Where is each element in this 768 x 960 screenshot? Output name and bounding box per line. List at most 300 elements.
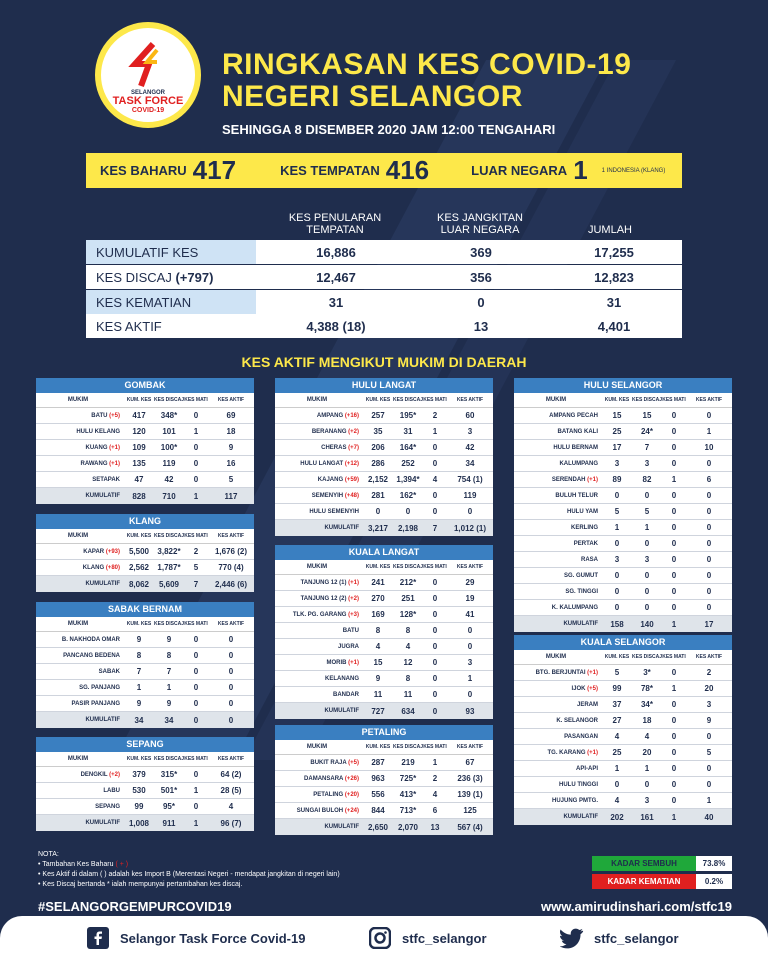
column-header: KUM. KES (365, 744, 391, 750)
aktif-cell: 0 (706, 571, 712, 580)
value-cell: 356 (470, 269, 492, 285)
aktif-cell: 567 (4) (457, 822, 483, 832)
table-header (36, 752, 254, 767)
column-header: KUM. KES (365, 564, 391, 570)
mati-cell: 0 (671, 459, 677, 468)
aktif-cell: 3 (467, 427, 473, 436)
aktif-cell: 1 (706, 427, 712, 436)
table-row (36, 632, 254, 648)
mukim-name: TANJUNG 12 (2) (300, 595, 347, 602)
mukim-cell (514, 798, 602, 804)
discaj-cell: 18 (642, 716, 652, 725)
new-cases: (+5) (587, 685, 598, 692)
discaj-cell: 34* (640, 700, 653, 709)
mati-cell: 0 (671, 523, 677, 532)
kum-cell: 286 (371, 459, 385, 468)
discaj-cell: 9 (166, 699, 172, 708)
mukim-cell (514, 461, 602, 467)
notes (38, 850, 340, 890)
aktif-cell: 5 (228, 475, 234, 484)
mukim-name: API-API (575, 765, 598, 772)
note-text: Kes Discaj bertanda * ialah mempunyai pertambahan kes discaj. (42, 881, 243, 888)
row-label (86, 240, 256, 264)
mukim-name: PERTAK (573, 540, 598, 547)
discaj-cell: 0 (644, 491, 650, 500)
kum-cell: 0 (375, 507, 381, 516)
column-header: MUKIM (306, 744, 328, 750)
mukim-cell (514, 670, 602, 676)
mukim-name: K. KALUMPANG (551, 604, 598, 611)
column-header: KES PENULARAN TEMPATAN (288, 212, 382, 236)
discaj-cell: 713* (399, 806, 417, 815)
mati-cell: 0 (432, 706, 438, 716)
table-row (514, 777, 732, 793)
page-subtitle: SEHINGGA 8 DISEMBER 2020 JAM 12:00 TENGAHARI (222, 122, 556, 137)
aktif-cell: 0 (228, 699, 234, 708)
kum-cell: 120 (132, 427, 146, 436)
table-row (36, 440, 254, 456)
mukim-name: JERAM (576, 701, 598, 708)
mukim-cell (275, 808, 363, 814)
mati-cell: 5 (193, 563, 199, 572)
discaj-cell: 3* (643, 668, 651, 677)
column-header: KUM. KES (126, 533, 152, 539)
discaj-cell: 24* (640, 427, 653, 436)
kum-cell: 556 (371, 790, 385, 799)
column-header: KES DISCAJ (154, 533, 185, 539)
mukim-name: JUGRA (337, 643, 359, 650)
aktif-cell: 0 (228, 715, 234, 725)
mukim-name: KALUMPANG (559, 460, 598, 467)
aktif-cell: 69 (226, 411, 236, 420)
mukim-cell (275, 660, 363, 666)
mukim-name: SEMENYIH (311, 492, 344, 499)
mati-cell: 0 (671, 732, 677, 741)
table-row (514, 472, 732, 488)
mukim-cell (514, 493, 602, 499)
aktif-cell: 754 (1) (457, 475, 483, 484)
mukim-cell (275, 509, 363, 515)
mati-cell: 1 (193, 818, 199, 828)
mukim-cell (36, 772, 124, 778)
value-cell: 0 (477, 294, 485, 310)
discaj-cell: 0 (644, 603, 650, 612)
table-row (275, 623, 493, 639)
kum-cell: 8 (375, 626, 381, 635)
summary-label: KES TEMPATAN (280, 163, 380, 178)
mukim-cell (514, 782, 602, 788)
mati-cell: 0 (432, 594, 438, 603)
mukim-name: KUMULATIF (563, 814, 598, 820)
hashtag: #SELANGORGEMPURCOVID19 (38, 899, 232, 914)
kum-cell: 17 (612, 443, 622, 452)
aktif-cell: 117 (224, 491, 238, 501)
table-row (36, 648, 254, 664)
mukim-name: TANJUNG 12 (1) (300, 579, 347, 586)
table-row (275, 803, 493, 819)
aktif-cell: 93 (465, 706, 475, 716)
column-header: MUKIM (545, 654, 567, 660)
kum-cell: 158 (610, 619, 624, 629)
aktif-cell: 0 (467, 642, 473, 651)
aktif-cell: 0 (228, 635, 234, 644)
aktif-cell: 0 (706, 523, 712, 532)
table-row (514, 793, 732, 809)
column-header: KES AKTIF (456, 397, 484, 403)
column-header: KES DISCAJ (154, 397, 185, 403)
mati-cell: 1 (671, 812, 677, 822)
kum-cell: 0 (614, 539, 620, 548)
aktif-cell: 67 (465, 758, 475, 767)
district-table-petaling (275, 725, 493, 835)
table-row (36, 408, 254, 424)
district-name: HULU SELANGOR (514, 378, 732, 393)
new-cases: (+1) (587, 669, 598, 676)
note-text: Kes Aktif di dalam ( ) adalah kes Import B (Merentasi Negeri - mendapat jangkitan di negeri lain) (42, 871, 340, 878)
discaj-cell: 252 (401, 459, 415, 468)
mukim-cell (514, 734, 602, 740)
row-label (86, 270, 256, 285)
column-header: KES MATI (184, 397, 208, 403)
mukim-name: RASA (580, 556, 598, 563)
summary-table-row (86, 265, 682, 289)
mukim-name: HULU KELANG (76, 428, 120, 435)
mukim-name: BTG. BERJUNTAI (535, 669, 586, 676)
mati-cell: 1 (432, 427, 438, 436)
kum-cell: 844 (371, 806, 385, 815)
table-header (275, 393, 493, 408)
aktif-cell: 28 (5) (220, 786, 242, 795)
mukim-name: KAPAR (83, 548, 105, 555)
mati-cell: 0 (671, 668, 677, 677)
aktif-cell: 119 (463, 491, 477, 500)
column-header: KUM. KES (126, 621, 152, 627)
discaj-cell: 11 (403, 690, 413, 699)
mukim-cell (275, 792, 363, 798)
table-row (275, 655, 493, 671)
discaj-cell: 195* (399, 411, 417, 420)
mati-cell: 0 (432, 610, 438, 619)
row-label-text: KUMULATIF KES (96, 244, 199, 260)
kum-cell: 1 (614, 523, 620, 532)
mati-cell: 0 (193, 770, 199, 779)
table-row (275, 504, 493, 520)
mukim-cell (36, 581, 124, 587)
aktif-cell: 1 (467, 674, 473, 683)
new-cases: (+5) (109, 412, 120, 419)
mukim-cell (514, 766, 602, 772)
table-row (275, 472, 493, 488)
new-cases: (+5) (348, 759, 359, 766)
mukim-cell (514, 557, 602, 563)
twitter-link[interactable] (560, 926, 679, 950)
mukim-cell (275, 824, 363, 830)
discaj-cell: 2,070 (397, 822, 419, 832)
mukim-name: SETAPAK (92, 476, 120, 483)
discaj-cell: 0 (644, 571, 650, 580)
summary-table-row (86, 314, 682, 338)
table-row (514, 536, 732, 552)
table-row (36, 664, 254, 680)
summary-value: 416 (385, 155, 430, 185)
aktif-cell: 0 (228, 683, 234, 692)
summary-label: KES BAHARU (100, 163, 187, 178)
table-row (275, 408, 493, 424)
table-row (36, 767, 254, 783)
aktif-cell: 60 (465, 411, 475, 420)
district-table-sepang (36, 737, 254, 831)
discaj-cell: 31 (403, 427, 413, 436)
mukim-name: KAJANG (317, 476, 344, 483)
mati-cell: 1 (432, 758, 438, 767)
aktif-cell: 0 (467, 690, 473, 699)
discaj-cell: 4 (405, 642, 411, 651)
kum-cell: 8 (136, 651, 142, 660)
mukim-name: K. SELANGOR (556, 717, 598, 724)
district-table-klang (36, 514, 254, 592)
column-header: KES DISCAJ (632, 397, 663, 403)
column-header: KUM. KES (604, 397, 630, 403)
discaj-cell: 7 (166, 667, 172, 676)
mati-cell: 0 (432, 658, 438, 667)
aktif-cell: 29 (465, 578, 475, 587)
mati-cell: 0 (671, 716, 677, 725)
mati-cell: 0 (432, 674, 438, 683)
discaj-cell: 78* (640, 684, 653, 693)
table-row (36, 472, 254, 488)
mukim-name: KUANG (85, 444, 108, 451)
table-row (514, 408, 732, 424)
aktif-cell: 1 (706, 796, 712, 805)
mukim-cell (275, 596, 363, 602)
column-header: KES DISCAJ (393, 564, 424, 570)
mati-cell: 0 (671, 780, 677, 789)
table-row (36, 680, 254, 696)
aktif-cell: 1,012 (1) (453, 523, 487, 533)
mukim-cell (514, 621, 602, 627)
mukim-name: CHERAS (321, 444, 347, 451)
discaj-cell: 1,394* (396, 475, 420, 484)
mukim-name: BUKIT RAJA (310, 759, 347, 766)
row-label-text: KES DISCAJ (96, 269, 176, 285)
table-header (275, 740, 493, 755)
district-name: KLANG (36, 514, 254, 529)
mati-cell: 0 (671, 700, 677, 709)
discaj-cell: 911 (162, 818, 176, 828)
discaj-cell: 3 (644, 796, 650, 805)
logo-text: COVID-19 (131, 107, 165, 114)
mukim-name: AMPANG (316, 412, 344, 419)
value-cell: 13 (473, 318, 489, 334)
kum-cell: 99 (134, 802, 144, 811)
district-table-huluselangor (514, 378, 732, 632)
mukim-name: HULU TINGGI (559, 781, 598, 788)
mukim-cell (36, 549, 124, 555)
twitter-label: stfc_selangor (594, 930, 679, 946)
mukim-cell (275, 612, 363, 618)
mukim-name: KELANANG (325, 675, 359, 682)
discaj-cell: 9 (166, 635, 172, 644)
discaj-cell: 34 (164, 715, 174, 725)
table-row (36, 456, 254, 472)
aktif-cell: 19 (465, 594, 475, 603)
mati-cell: 1 (671, 619, 677, 629)
discaj-cell: 161 (640, 812, 654, 822)
mukim-name: SEPANG (95, 803, 120, 810)
aktif-cell: 16 (226, 459, 236, 468)
aktif-cell: 0 (706, 732, 712, 741)
mukim-name: BANDAR (333, 691, 359, 698)
mukim-name: BULUH TELUR (555, 492, 598, 499)
discaj-cell: 128* (399, 610, 417, 619)
column-header: MUKIM (67, 756, 89, 762)
aktif-cell: 96 (7) (220, 818, 242, 828)
mukim-name: KUMULATIF (324, 708, 359, 714)
aktif-cell: 0 (706, 539, 712, 548)
discaj-cell: 5 (644, 507, 650, 516)
new-cases: (+7) (348, 444, 359, 451)
discaj-cell: 15 (642, 411, 652, 420)
aktif-cell: 10 (704, 443, 714, 452)
mukim-name: BATU (91, 412, 108, 419)
mati-cell: 0 (671, 796, 677, 805)
mukim-cell (36, 788, 124, 794)
discaj-cell: 119 (162, 459, 176, 468)
new-cases: (+2) (109, 771, 120, 778)
aktif-cell: 125 (463, 806, 477, 815)
mati-cell: 0 (671, 603, 677, 612)
table-row (514, 488, 732, 504)
column-header: KES AKTIF (695, 654, 723, 660)
mukim-cell (275, 676, 363, 682)
summary-bar (86, 153, 682, 188)
mukim-name: TLK. PG. GARANG (292, 611, 347, 618)
kum-cell: 4 (375, 642, 381, 651)
mukim-name: DAMANSARA (304, 775, 344, 782)
column-header: KES MATI (423, 564, 447, 570)
column-header: KES MATI (184, 756, 208, 762)
mukim-cell (514, 750, 602, 756)
aktif-cell: 2,446 (6) (214, 579, 248, 589)
kum-cell: 37 (612, 700, 622, 709)
mukim-cell (275, 628, 363, 634)
kum-cell: 25 (612, 427, 622, 436)
kum-cell: 0 (614, 491, 620, 500)
aktif-cell: 3 (467, 658, 473, 667)
aktif-cell: 3 (706, 700, 712, 709)
new-cases: (+3) (348, 611, 359, 618)
kum-cell: 2,562 (128, 563, 150, 572)
mati-cell: 0 (432, 507, 438, 516)
table-header (275, 560, 493, 575)
new-cases: (+1) (109, 444, 120, 451)
kum-cell: 8,062 (128, 579, 150, 589)
aktif-cell: 9 (228, 443, 234, 452)
aktif-cell: 42 (465, 443, 475, 452)
mukim-name: KUMULATIF (324, 525, 359, 531)
value-cell: 4,401 (597, 318, 631, 334)
table-row (514, 504, 732, 520)
kum-cell: 109 (132, 443, 146, 452)
mukim-name: TG. KARANG (547, 749, 586, 756)
table-row (514, 424, 732, 440)
mati-cell: 0 (671, 555, 677, 564)
note-line: • Kes Discaj bertanda * ialah mempunyai pertambahan kes discaj. (38, 881, 243, 888)
facebook-link[interactable] (86, 926, 305, 950)
new-cases: (+16) (344, 412, 359, 419)
discaj-cell: 1 (166, 683, 172, 692)
new-cases: (+80) (105, 564, 120, 571)
kum-cell: 9 (375, 674, 381, 683)
aktif-cell: 0 (706, 491, 712, 500)
mukim-cell (275, 644, 363, 650)
kum-cell: 9 (136, 635, 142, 644)
discaj-cell: 3 (644, 459, 650, 468)
aktif-cell: 5 (706, 748, 712, 757)
new-cases: (+12) (344, 460, 359, 467)
aktif-cell: 18 (226, 427, 236, 436)
discaj-cell: 20 (642, 748, 652, 757)
discaj-cell: 634 (401, 706, 415, 716)
summary-note: 1 INDONESIA (KLANG) (601, 167, 666, 174)
kum-cell: 3 (614, 555, 620, 564)
mukim-cell (275, 525, 363, 531)
table-row (275, 607, 493, 623)
column-header: KES DISCAJ (632, 654, 663, 660)
mukim-name: SG. TINGGI (565, 588, 598, 595)
mati-cell: 0 (671, 443, 677, 452)
death-rate (592, 874, 732, 889)
value-cell: 12,823 (594, 269, 634, 285)
discaj-cell: 710 (162, 491, 176, 501)
value-cell: 4,388 (18) (306, 318, 366, 334)
summary-value: 417 (192, 155, 237, 185)
aktif-cell: 34 (465, 459, 475, 468)
column-header: KES AKTIF (217, 756, 245, 762)
discaj-cell: 1,787* (157, 563, 181, 572)
value-cell: 31 (328, 294, 344, 310)
mati-cell: 0 (193, 651, 199, 660)
mukim-cell (36, 653, 124, 659)
mukim-cell (36, 637, 124, 643)
new-cases: (+2) (348, 595, 359, 602)
column-header: KUM. KES (126, 756, 152, 762)
value-cell: 12,467 (316, 269, 356, 285)
discaj-cell: 0 (644, 587, 650, 596)
kum-cell: 15 (373, 658, 383, 667)
mukim-cell (514, 573, 602, 579)
table-row (275, 639, 493, 655)
summary-label: LUAR NEGARA (471, 163, 568, 178)
kum-cell: 34 (134, 715, 144, 725)
new-cases: (+93) (105, 548, 120, 555)
aktif-cell: 64 (2) (220, 770, 242, 779)
column-header: MUKIM (67, 533, 89, 539)
mukim-name: PASANGAN (564, 733, 598, 740)
new-cases: (+48) (344, 492, 359, 499)
mukim-cell (514, 509, 602, 515)
discaj-cell: 101 (162, 427, 176, 436)
mukim-cell (514, 445, 602, 451)
website-link[interactable]: www.amirudinshari.com/stfc19 (541, 899, 732, 914)
discaj-cell: 100* (160, 443, 178, 452)
instagram-link[interactable] (368, 926, 487, 950)
row-label-text: KES AKTIF (96, 318, 162, 334)
mati-cell: 2 (193, 547, 199, 556)
mukim-cell (514, 429, 602, 435)
mukim-name: BATU (342, 627, 359, 634)
mukim-cell (275, 493, 363, 499)
